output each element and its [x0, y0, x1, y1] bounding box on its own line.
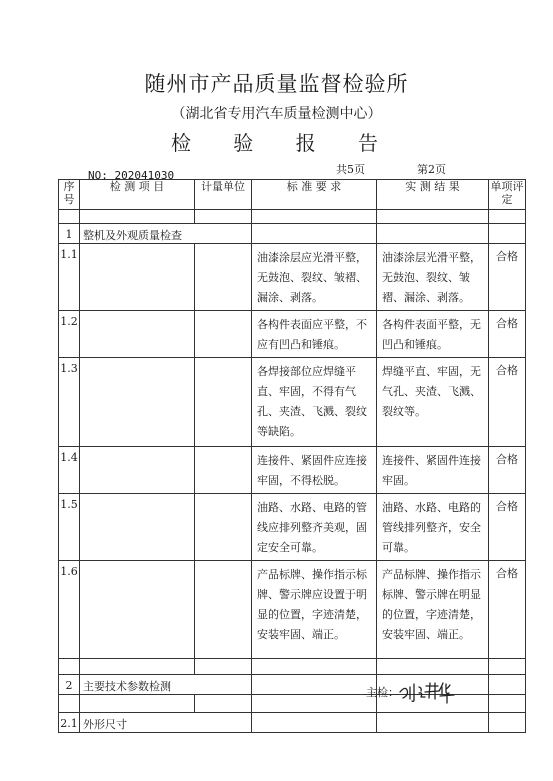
- row-standard: 连接件、紧固件应连接牢固，不得松脱。: [252, 447, 377, 494]
- section-num: 2: [59, 675, 80, 695]
- total-pages: 共5页: [336, 163, 365, 176]
- section-title: 整机及外观质量检查: [80, 224, 252, 244]
- document-title: 检 验 报 告: [170, 131, 397, 155]
- col-unit: 计量单位: [195, 180, 252, 210]
- row-num: 1.4: [59, 447, 80, 494]
- section-title: 外形尺寸: [80, 713, 252, 733]
- row-standard: 产品标牌、操作指示标牌、警示牌应设置于明显的位置，字迹清楚，安装牢固、端正。: [252, 561, 377, 659]
- col-seq: 序号: [59, 180, 80, 210]
- table-header: [59, 180, 526, 210]
- row-result: 各构件表面平整，无凹凸和锤痕。: [377, 311, 489, 358]
- org-subtitle: （湖北省专用汽车质量检测中心）: [171, 106, 382, 122]
- col-result: 实 测 结 果: [377, 180, 489, 210]
- row-standard: 各焊接部位应焊缝平直、牢固，不得有气孔、夹渣、飞溅、裂纹等缺陷。: [252, 358, 377, 447]
- table-row: [59, 494, 526, 561]
- row-result: 连接件、紧固件连接牢固。: [377, 447, 489, 494]
- row-num: 1.5: [59, 494, 80, 561]
- row-num: 1.2: [59, 311, 80, 358]
- row-standard: 油漆涂层应光滑平整，无鼓泡、裂纹、皱褶、漏涂、剥落。: [252, 244, 377, 311]
- signature-image: [397, 678, 457, 704]
- row-num: 1.1: [59, 244, 80, 311]
- current-page: 第2页: [417, 163, 446, 176]
- row-result: 产品标牌、操作指示标牌、警示牌在明显的位置，字迹清楚，安装牢固、端正。: [377, 561, 489, 659]
- section-row: [59, 224, 526, 244]
- table-row: [59, 244, 526, 311]
- row-verdict: 合格: [489, 447, 526, 494]
- row-result: 焊缝平直、牢固，无气孔、夹渣、飞溅、裂纹等。: [377, 358, 489, 447]
- row-standard: 油路、水路、电路的管线应排列整齐美观，固定安全可靠。: [252, 494, 377, 561]
- row-standard: 各构件表面应平整，不应有凹凸和锤痕。: [252, 311, 377, 358]
- row-verdict: 合格: [489, 358, 526, 447]
- col-verdict: 单项评定: [489, 180, 526, 210]
- section-num: 2.1: [59, 713, 80, 733]
- inspection-table: [58, 179, 526, 733]
- section-title: 主要技术参数检测: [80, 675, 252, 695]
- org-name: 随州市产品质量监督检验所: [144, 72, 409, 96]
- table-row: [59, 358, 526, 447]
- table-row: [59, 561, 526, 659]
- row-num: 1.3: [59, 358, 80, 447]
- row-verdict: 合格: [489, 311, 526, 358]
- table-row: [59, 311, 526, 358]
- row-result: 油漆涂层光滑平整，无鼓泡、裂纹、皱褶、漏涂、剥落。: [377, 244, 489, 311]
- inspector-label: 主检：: [366, 686, 399, 699]
- row-verdict: 合格: [489, 494, 526, 561]
- row-num: 1.6: [59, 561, 80, 659]
- col-standard: 标 准 要 求: [252, 180, 377, 210]
- spacer-row: [59, 659, 526, 675]
- section-row: [59, 713, 526, 733]
- report-number: NO: 202041030: [88, 169, 175, 182]
- spacer-row: [59, 210, 526, 224]
- col-item: 检 测 项 目: [80, 180, 195, 210]
- row-verdict: 合格: [489, 244, 526, 311]
- row-result: 油路、水路、电路的管线排列整齐，安全可靠。: [377, 494, 489, 561]
- table-row: [59, 447, 526, 494]
- section-num: 1: [59, 224, 80, 244]
- row-verdict: 合格: [489, 561, 526, 659]
